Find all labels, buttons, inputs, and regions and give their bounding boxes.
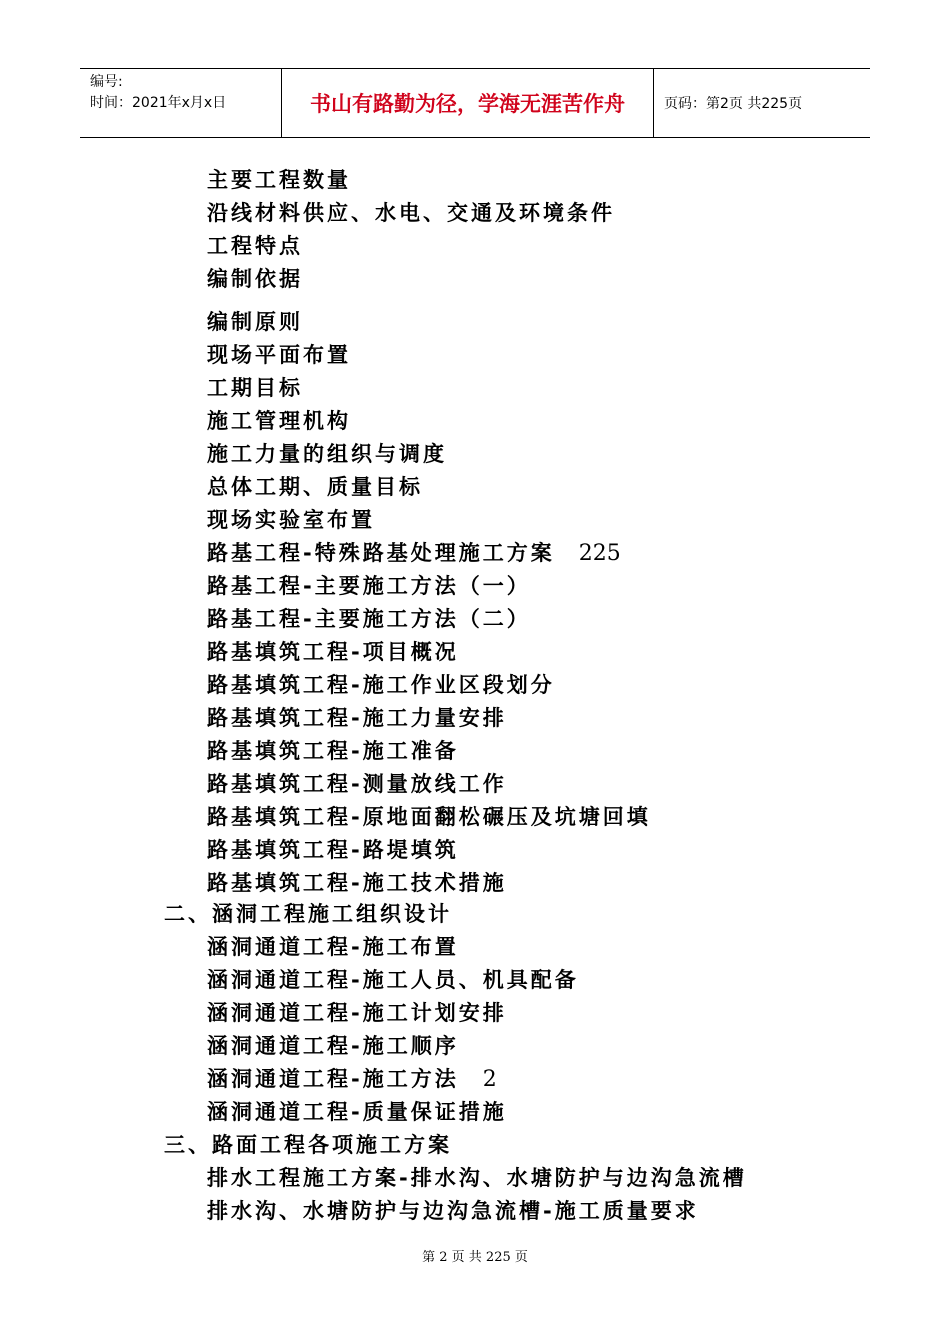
toc-entry <box>207 735 459 765</box>
toc-entry-title: 编制依据 <box>207 267 303 291</box>
toc-entry <box>207 1030 459 1060</box>
code-label: 编号: <box>90 74 123 90</box>
toc-entry-title: 涵洞通道工程-施工布置 <box>207 935 459 959</box>
header-page-label: 页码：第2页 共225页 <box>664 96 803 112</box>
toc-entry <box>207 636 459 666</box>
toc-entry <box>207 1063 497 1093</box>
toc-entry <box>207 230 303 260</box>
page-header <box>80 68 870 138</box>
toc-entry <box>207 339 351 369</box>
toc-entry-title: 路基工程-主要施工方法（二） <box>207 607 531 631</box>
toc-entry-title: 涵洞通道工程-施工顺序 <box>207 1034 459 1058</box>
toc-entry <box>207 768 507 798</box>
toc-entry-title: 路基填筑工程-施工力量安排 <box>207 706 507 730</box>
toc-entry-title: 排水工程施工方案-排水沟、水塘防护与边沟急流槽 <box>207 1166 747 1190</box>
toc-entry <box>207 964 579 994</box>
toc-entry-title: 路基工程-主要施工方法（一） <box>207 574 531 598</box>
toc-entry <box>207 570 531 600</box>
toc-entry <box>207 669 555 699</box>
toc-entry-title: 总体工期、质量目标 <box>207 475 423 499</box>
toc-entry-title: 路基填筑工程-施工作业区段划分 <box>207 673 555 697</box>
toc-entry-title: 施工管理机构 <box>207 409 351 433</box>
toc-entry-title: 涵洞通道工程-施工计划安排 <box>207 1001 507 1025</box>
toc-entry <box>207 702 507 732</box>
toc-entry-title: 二、涵洞工程施工组织设计 <box>164 902 452 926</box>
toc-entry <box>207 1195 699 1225</box>
toc-entry-title: 沿线材料供应、水电、交通及环境条件 <box>207 201 615 225</box>
toc-entry <box>164 898 452 928</box>
time-label: 时间：2021年x月x日 <box>90 95 227 111</box>
toc-entry-title: 涵洞通道工程-质量保证措施 <box>207 1100 507 1124</box>
toc-entry <box>207 603 531 633</box>
toc-entry <box>207 931 459 961</box>
toc-entry <box>207 504 375 534</box>
toc-entry-title: 涵洞通道工程-施工方法 <box>207 1067 459 1091</box>
toc-entry-number: 2 <box>482 1067 497 1092</box>
toc-entry-title: 路基填筑工程-测量放线工作 <box>207 772 507 796</box>
toc-entry <box>207 1096 507 1126</box>
toc-entry <box>207 438 447 468</box>
toc-entry <box>207 997 507 1027</box>
toc-entry-title: 路基填筑工程-原地面翻松碾压及坑塘回填 <box>207 805 651 829</box>
toc-entry-title: 路基填筑工程-施工技术措施 <box>207 871 507 895</box>
toc-entry-title: 路基填筑工程-路堤填筑 <box>207 838 459 862</box>
toc-entry <box>207 306 303 336</box>
toc-entry <box>207 537 621 567</box>
toc-entry-number: 225 <box>578 541 621 566</box>
toc-entry <box>207 372 303 402</box>
toc-entry-title: 现场实验室布置 <box>207 508 375 532</box>
toc-entry <box>207 867 507 897</box>
toc-entry-title: 排水沟、水塘防护与边沟急流槽-施工质量要求 <box>207 1199 699 1223</box>
toc-entry-title: 路基工程-特殊路基处理施工方案 <box>207 541 555 565</box>
toc-entry-title: 涵洞通道工程-施工人员、机具配备 <box>207 968 579 992</box>
toc-entry <box>207 405 351 435</box>
toc-entry <box>207 164 351 194</box>
header-motto: 书山有路勤为径，学海无涯苦作舟 <box>282 69 654 137</box>
toc-entry <box>207 197 615 227</box>
toc-entry-title: 编制原则 <box>207 310 303 334</box>
toc-entry-title: 路基填筑工程-施工准备 <box>207 739 459 763</box>
toc-entry-title: 现场平面布置 <box>207 343 351 367</box>
toc-entry-title: 工程特点 <box>207 234 303 258</box>
toc-entry <box>164 1129 452 1159</box>
toc-entry-title: 主要工程数量 <box>207 168 351 192</box>
toc-entry <box>207 471 423 501</box>
header-meta <box>80 69 282 137</box>
toc-entry-title: 路基填筑工程-项目概况 <box>207 640 459 664</box>
page-footer: 第 2 页 共 225 页 <box>422 1250 528 1265</box>
toc-entry-title: 三、路面工程各项施工方案 <box>164 1133 452 1157</box>
toc-entry-title: 工期目标 <box>207 376 303 400</box>
toc-entry <box>207 801 651 831</box>
toc-entry <box>207 834 459 864</box>
toc-entry <box>207 263 303 293</box>
toc-entry-title: 施工力量的组织与调度 <box>207 442 447 466</box>
toc-entry <box>207 1162 747 1192</box>
